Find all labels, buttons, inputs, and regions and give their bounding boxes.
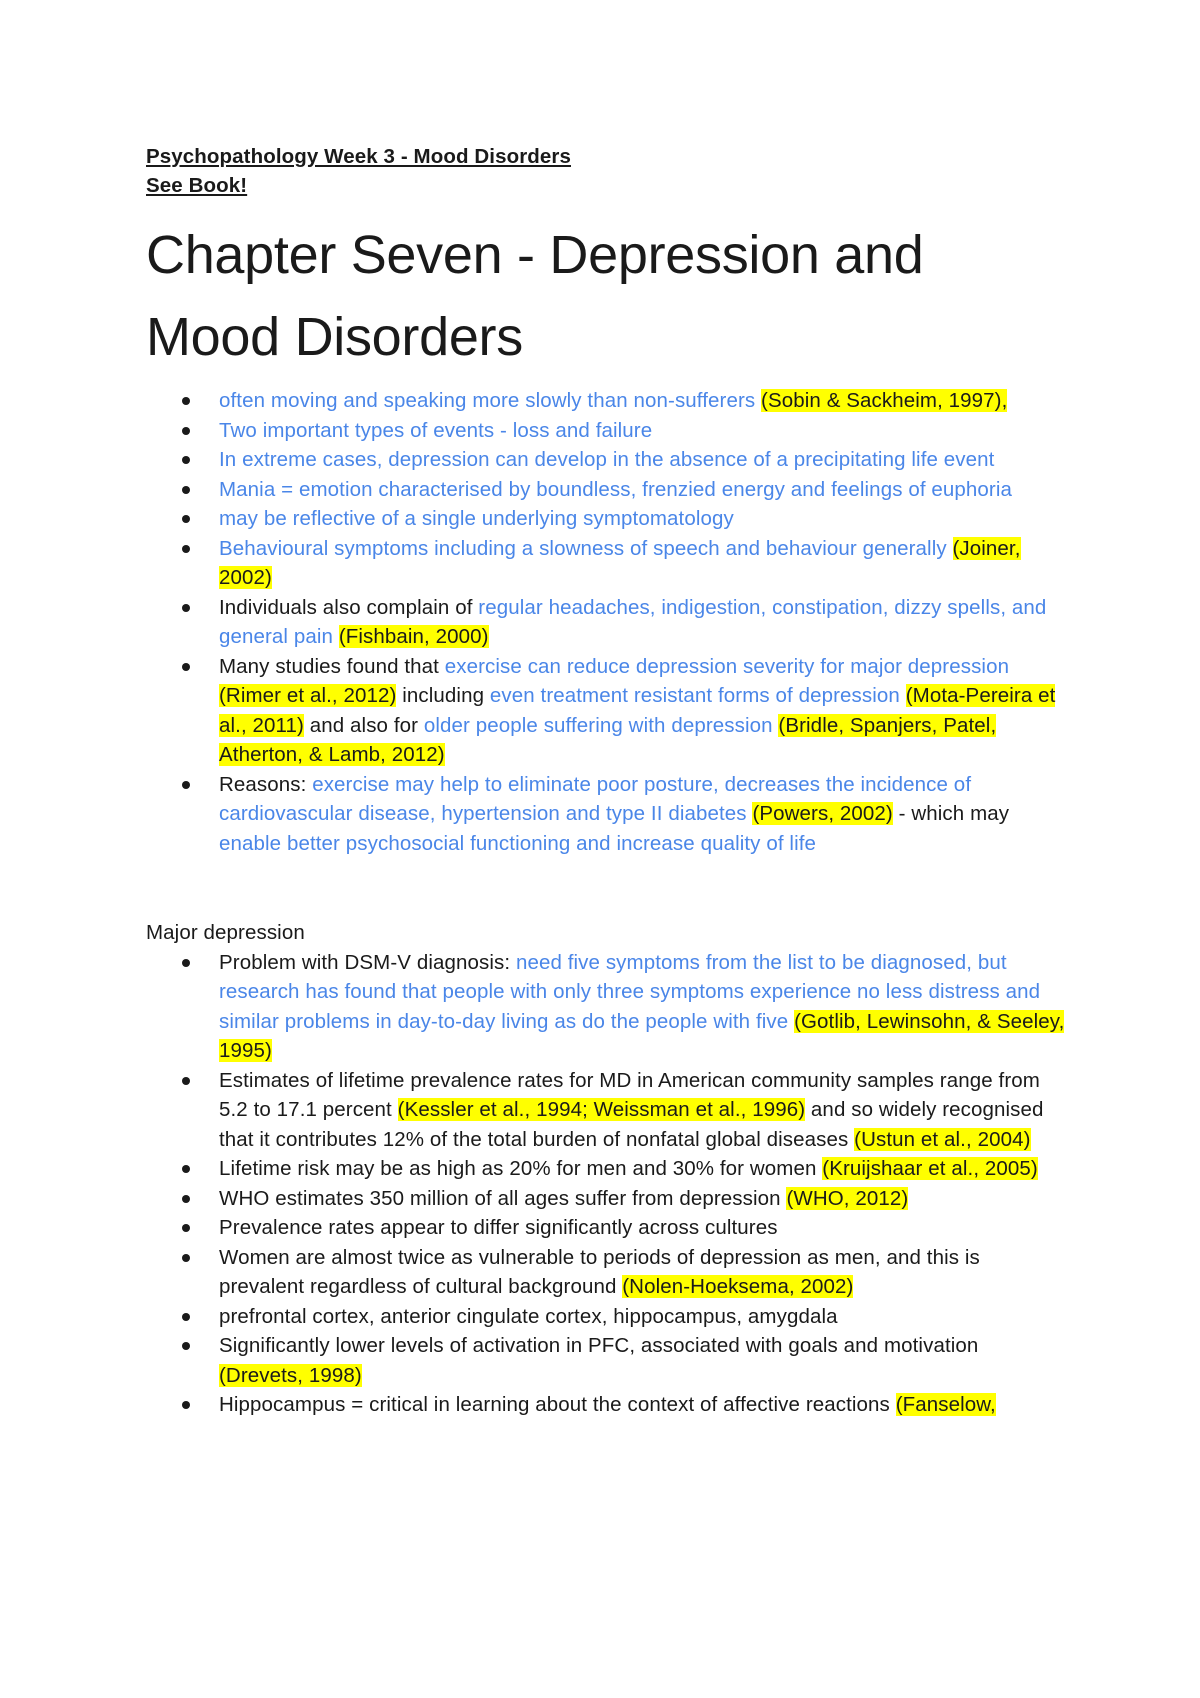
note-text: Problem with DSM-V diagnosis: (219, 950, 516, 974)
note-text: - which may (892, 802, 1010, 825)
note-text: Many studies found that (219, 654, 445, 678)
citation-highlight: (Drevets, 1998) (219, 1363, 362, 1387)
citation-highlight: (Fishbain, 2000) (338, 625, 489, 648)
bullet-dot-icon (182, 427, 190, 435)
chapter-bullet-list (146, 386, 1068, 858)
note-text (947, 537, 953, 560)
blue-note-text: Mania = emotion characterised by boundless, frenzied energy and feelings of euphoria (219, 477, 1013, 501)
list-item (219, 1390, 1068, 1420)
list-item (219, 1331, 1068, 1390)
blue-note-text: regular headaches, indigestion, constipation, dizzy spells, and general pain (219, 595, 1047, 648)
major-depression-bullet-list (146, 948, 1068, 1420)
list-item (219, 475, 1068, 505)
citation-highlight: (Gotlib, Lewinsohn, & Seeley, 1995) (219, 1009, 1065, 1062)
list-item (219, 1154, 1068, 1184)
citation-highlight: (Bridle, Spanjers, Patel, Atherton, & Lamb, 2012) (219, 713, 997, 766)
bullet-dot-icon (182, 1077, 190, 1085)
note-text: prefrontal cortex, anterior cingulate cortex, hippocampus, amygdala (219, 1304, 838, 1328)
citation-highlight: (WHO, 2012) (786, 1186, 909, 1210)
list-item (219, 593, 1068, 652)
note-text: Lifetime risk may be as high as 20% for men and 30% for women (219, 1157, 823, 1180)
bullet-dot-icon (182, 1342, 190, 1350)
list-item (219, 1066, 1068, 1155)
bullet-dot-icon (182, 959, 190, 967)
list-item (219, 445, 1068, 475)
note-text (333, 625, 339, 648)
note-text: Estimates of lifetime prevalence rates for MD in American community samples range from 5.2 to 17.1 percent (219, 1068, 1040, 1121)
citation-highlight: (Fanselow, (895, 1393, 996, 1416)
bullet-dot-icon (182, 1165, 190, 1173)
citation-highlight: (Joiner, 2002) (219, 536, 1021, 589)
blue-note-text: Behavioural symptoms including a slowness of speech and behaviour generally (219, 536, 947, 560)
citation-highlight: (Ustun et al., 2004) (854, 1127, 1031, 1151)
note-text: and also for (303, 713, 424, 737)
blue-note-text: need five symptoms from the list to be diagnosed, but research has found that people with only three symptoms experience no less distress and similar problems in day-to-day living as do the people with five (219, 950, 1041, 1033)
list-item (219, 1302, 1068, 1332)
note-text: Individuals also complain of (219, 595, 479, 619)
bullet-dot-icon (182, 1195, 190, 1203)
citation-highlight: (Rimer et al., 2012) (219, 684, 397, 707)
note-text: Hippocampus = critical in learning about the context of affective reactions (219, 1393, 896, 1416)
list-item (219, 386, 1068, 416)
bullet-dot-icon (182, 1313, 190, 1321)
citation-highlight: (Nolen-Hoeksema, 2002) (622, 1275, 854, 1298)
note-text: WHO estimates 350 million of all ages suffer from depression (219, 1186, 787, 1210)
citation-highlight: (Mota-Pereira et al., 2011) (219, 684, 1056, 737)
list-item (219, 1243, 1068, 1302)
list-item (219, 652, 1068, 770)
chapter-title: Chapter Seven - Depression and Mood Disorders (146, 225, 924, 367)
list-item (219, 416, 1068, 446)
blue-note-text: enable better psychosocial functioning and increase quality of life (219, 831, 817, 855)
bullet-dot-icon (182, 604, 190, 612)
citation-highlight: (Kruijshaar et al., 2005) (822, 1157, 1038, 1180)
note-text: Significantly lower levels of activation in PFC, associated with goals and motivation (219, 1334, 979, 1357)
citation-highlight: (Sobin & Sackheim, 1997), (761, 389, 1008, 412)
note-text: including (396, 684, 490, 707)
note-text: Reasons: (219, 772, 313, 796)
document-header-title: Psychopathology Week 3 - Mood Disorders (146, 145, 571, 168)
blue-note-text: exercise can reduce depression severity for major depression (444, 654, 1010, 678)
bullet-dot-icon (182, 456, 190, 464)
citation-highlight: (Kessler et al., 1994; Weissman et al., 1996) (397, 1098, 806, 1121)
section-heading-major-depression: Major depression (146, 921, 305, 944)
note-text: and so widely recognised that it contributes 12% of the total burden of nonfatal global diseases (219, 1098, 1044, 1151)
blue-note-text: may be reflective of a single underlying symptomatology (219, 507, 734, 530)
blue-note-text: even treatment resistant forms of depression (489, 684, 900, 707)
note-text: Prevalence rates appear to differ significantly across cultures (219, 1216, 778, 1239)
list-item (219, 504, 1068, 534)
list-item (219, 1184, 1068, 1214)
blue-note-text: often moving and speaking more slowly than non-sufferers (219, 389, 756, 412)
document-content (146, 142, 1068, 1420)
bullet-dot-icon (182, 1401, 190, 1409)
bullet-dot-icon (182, 663, 190, 671)
list-item (219, 948, 1068, 1066)
blue-note-text: exercise may help to eliminate poor posture, decreases the incidence of cardiovascular disease, hypertension and type II diabetes (219, 772, 972, 825)
blue-note-text: older people suffering with depression (423, 713, 773, 737)
blue-note-text: In extreme cases, depression can develop in the absence of a precipitating life event (219, 448, 995, 471)
bullet-dot-icon (182, 486, 190, 494)
list-item (219, 1213, 1068, 1243)
citation-highlight: (Powers, 2002) (752, 802, 893, 825)
bullet-dot-icon (182, 781, 190, 789)
list-item (219, 534, 1068, 593)
note-text: Women are almost twice as vulnerable to periods of depression as men, and this is prevalent regardless of cultural background (219, 1245, 980, 1298)
list-item (219, 770, 1068, 859)
blue-note-text: Two important types of events - loss and failure (219, 418, 653, 442)
bullet-dot-icon (182, 515, 190, 523)
bullet-dot-icon (182, 545, 190, 553)
bullet-dot-icon (182, 397, 190, 405)
note-text (900, 684, 906, 707)
bullet-dot-icon (182, 1254, 190, 1262)
document-header-subtitle: See Book! (146, 174, 248, 197)
bullet-dot-icon (182, 1224, 190, 1232)
